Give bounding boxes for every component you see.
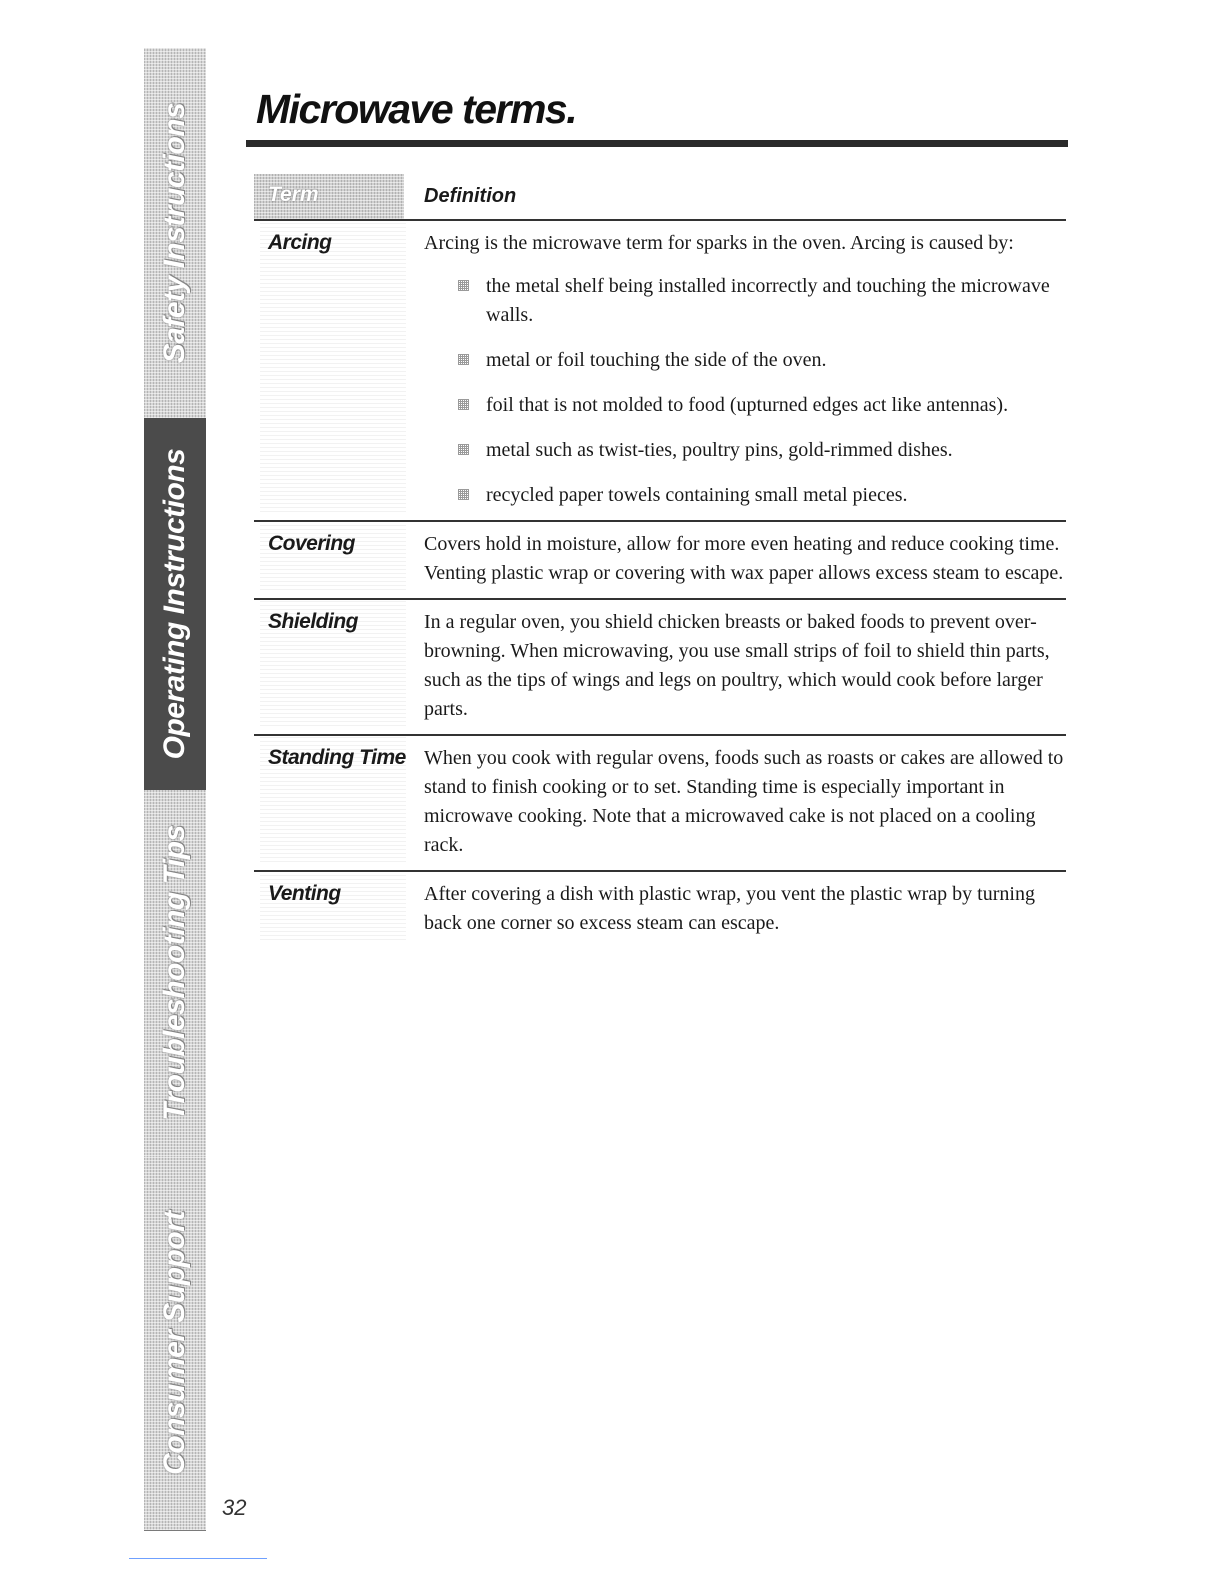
list-item [458, 346, 1066, 375]
table-row [254, 872, 1066, 948]
side-tab-label: Troubleshooting Tips [158, 825, 191, 1121]
list-item-text: the metal shelf being installed incorrectly and touching the microwave walls. [486, 275, 1050, 326]
term-name: Covering [268, 532, 356, 555]
square-bullet-icon [458, 399, 469, 410]
side-tab-label: Safety Instructions [158, 102, 191, 364]
list-item [458, 436, 1066, 465]
side-tab-safety-instructions[interactable] [144, 48, 206, 419]
side-tab-label: Operating Instructions [158, 448, 191, 760]
definition-text: In a regular oven, you shield chicken breasts or baked foods to prevent over-browning. When microwaving, you use small strips of foil to shield thin parts, such as the tips of wings and legs on poultry, which would cook before larger parts. [424, 611, 1050, 720]
definition-cell [424, 736, 1066, 870]
term-cell [260, 736, 406, 862]
term-cell [260, 872, 406, 940]
term-name: Shielding [268, 610, 358, 633]
term-name: Venting [268, 882, 341, 905]
term-cell [260, 600, 406, 726]
list-item [458, 481, 1066, 510]
term-name: Arcing [268, 231, 332, 254]
list-item-text: metal such as twist-ties, poultry pins, gold-rimmed dishes. [486, 439, 953, 461]
square-bullet-icon [458, 280, 469, 291]
list-item-text: foil that is not molded to food (upturned edges act like antennas). [486, 394, 1009, 416]
terms-table [254, 174, 1066, 948]
page-number: 32 [222, 1495, 247, 1520]
definition-text: When you cook with regular ovens, foods such as roasts or cakes are allowed to stand to finish cooking or to set. Standing time is especially important in microwave cooking. Note that a microwaved cake is not placed on a cooling rack. [424, 747, 1064, 856]
side-tab-operating-instructions[interactable] [144, 418, 206, 791]
table-row [254, 600, 1066, 736]
definition-cell [424, 522, 1066, 598]
term-name: Standing Time [268, 746, 406, 769]
term-cell [260, 522, 406, 590]
table-row [254, 522, 1066, 600]
definition-text: Arcing is the microwave term for sparks in the oven. Arcing is caused by: [424, 232, 1014, 254]
definition-cell [424, 600, 1066, 734]
list-item [458, 272, 1066, 330]
list-item [458, 391, 1066, 420]
table-row [254, 221, 1066, 522]
table-row [254, 736, 1066, 872]
side-tab-consumer-support[interactable] [144, 1156, 206, 1531]
square-bullet-icon [458, 489, 469, 500]
side-tab-troubleshooting-tips[interactable] [144, 790, 206, 1157]
list-item-text: recycled paper towels containing small metal pieces. [486, 484, 908, 506]
definition-text: After covering a dish with plastic wrap, you vent the plastic wrap by turning back one corner so excess steam can escape. [424, 883, 1035, 934]
footer-rule [129, 1558, 267, 1559]
square-bullet-icon [458, 444, 469, 455]
header-definition-label: Definition [424, 185, 517, 207]
term-cell [260, 221, 406, 512]
list-item-text: metal or foil touching the side of the oven. [486, 349, 827, 371]
title-rule [246, 140, 1068, 147]
definition-text: Covers hold in moisture, allow for more even heating and reduce cooking time. Venting plastic wrap or covering with wax paper allows excess steam to escape. [424, 533, 1064, 584]
table-header [254, 174, 1066, 221]
side-tab-label: Consumer Support [158, 1211, 191, 1475]
header-term-cell [254, 174, 404, 219]
side-tab-strip [144, 48, 206, 1530]
bullet-list [424, 272, 1066, 510]
definition-cell [424, 872, 1066, 948]
definition-cell [424, 221, 1066, 520]
page-title: Microwave terms. [256, 86, 577, 132]
header-term-label: Term [268, 183, 319, 206]
square-bullet-icon [458, 354, 469, 365]
